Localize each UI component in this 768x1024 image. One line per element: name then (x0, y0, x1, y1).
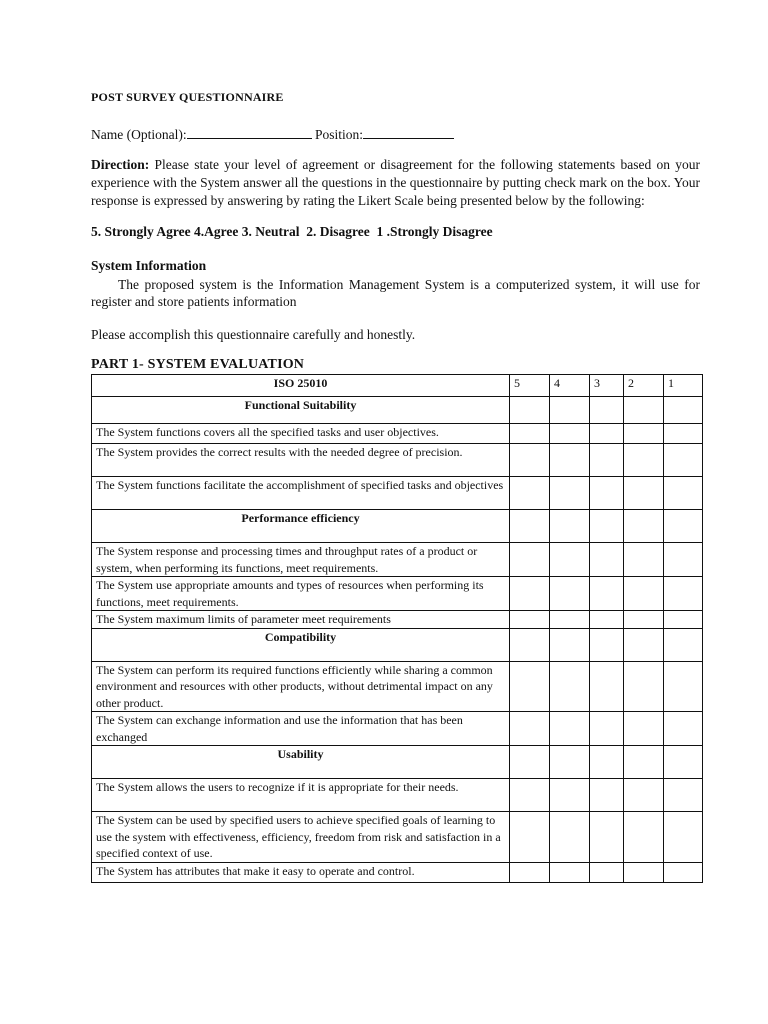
category-empty-cell (590, 397, 624, 424)
rating-checkbox-4[interactable] (550, 661, 590, 712)
evaluation-table (91, 374, 703, 883)
rating-checkbox-2[interactable] (624, 611, 664, 629)
statement-text: The System functions covers all the specified tasks and user objectives. (92, 424, 510, 444)
rating-checkbox-5[interactable] (510, 477, 550, 510)
category-empty-cell (624, 628, 664, 661)
table-row (92, 444, 703, 477)
rating-checkbox-4[interactable] (550, 712, 590, 746)
rating-checkbox-3[interactable] (590, 543, 624, 577)
category-empty-cell (510, 746, 550, 779)
rating-checkbox-2[interactable] (624, 424, 664, 444)
name-position-line (91, 124, 700, 144)
rating-checkbox-3[interactable] (590, 424, 624, 444)
rating-checkbox-1[interactable] (664, 862, 703, 882)
rating-checkbox-3[interactable] (590, 444, 624, 477)
statement-text: The System use appropriate amounts and types of resources when performing its functions, meet requirements. (92, 577, 510, 611)
table-row (92, 812, 703, 863)
rating-checkbox-1[interactable] (664, 779, 703, 812)
category-row (92, 628, 703, 661)
rating-checkbox-4[interactable] (550, 862, 590, 882)
rating-checkbox-4[interactable] (550, 444, 590, 477)
name-field[interactable] (187, 124, 312, 139)
statement-text: The System can be used by specified users to achieve specified goals of learning to use the system with effectiveness, efficiency, freedom from risk and satisfaction in a specified context of use. (92, 812, 510, 863)
rating-checkbox-1[interactable] (664, 424, 703, 444)
table-row (92, 779, 703, 812)
category-label: Usability (92, 746, 510, 779)
category-empty-cell (550, 746, 590, 779)
rating-header-2: 2 (624, 375, 664, 397)
category-empty-cell (510, 397, 550, 424)
table-row (92, 577, 703, 611)
statement-text: The System allows the users to recognize if it is appropriate for their needs. (92, 779, 510, 812)
system-info-heading: System Information (91, 258, 207, 273)
accomplish-instruction: Please accomplish this questionnaire carefully and honestly. (91, 327, 416, 342)
rating-checkbox-5[interactable] (510, 611, 550, 629)
table-row (92, 477, 703, 510)
rating-checkbox-2[interactable] (624, 444, 664, 477)
table-row (92, 862, 703, 882)
category-empty-cell (624, 510, 664, 543)
rating-checkbox-4[interactable] (550, 543, 590, 577)
rating-header-4: 4 (550, 375, 590, 397)
rating-checkbox-4[interactable] (550, 477, 590, 510)
rating-checkbox-3[interactable] (590, 577, 624, 611)
category-empty-cell (664, 397, 703, 424)
category-empty-cell (550, 628, 590, 661)
category-empty-cell (624, 397, 664, 424)
category-empty-cell (590, 628, 624, 661)
direction-text: Please state your level of agreement or disagreement for the following statements based on your experience with the System answer all the questions in the questionnaire by putting check mark on the box. Your response is expressed by answering by rating the Likert Scale being presented below by the following: (91, 157, 700, 208)
likert-scale-legend: 5. Strongly Agree 4.Agree 3. Neutral 2. Disagree 1 .Strongly Disagree (91, 224, 493, 239)
category-empty-cell (664, 628, 703, 661)
rating-checkbox-2[interactable] (624, 712, 664, 746)
rating-checkbox-5[interactable] (510, 424, 550, 444)
direction-paragraph (91, 156, 700, 210)
rating-header-5: 5 (510, 375, 550, 397)
rating-checkbox-1[interactable] (664, 812, 703, 863)
position-field[interactable] (363, 124, 454, 139)
category-empty-cell (664, 746, 703, 779)
category-label: Performance efficiency (92, 510, 510, 543)
category-empty-cell (510, 628, 550, 661)
statement-text: The System maximum limits of parameter meet requirements (92, 611, 510, 629)
table-row (92, 543, 703, 577)
rating-checkbox-2[interactable] (624, 812, 664, 863)
rating-checkbox-3[interactable] (590, 611, 624, 629)
statement-text: The System response and processing times and throughput rates of a product or system, when performing its functions, meet requirements. (92, 543, 510, 577)
rating-checkbox-1[interactable] (664, 712, 703, 746)
rating-checkbox-5[interactable] (510, 444, 550, 477)
rating-checkbox-1[interactable] (664, 661, 703, 712)
rating-header-3: 3 (590, 375, 624, 397)
rating-checkbox-5[interactable] (510, 812, 550, 863)
category-row (92, 746, 703, 779)
rating-header-1: 1 (664, 375, 703, 397)
table-row (92, 611, 703, 629)
rating-checkbox-5[interactable] (510, 712, 550, 746)
rating-checkbox-2[interactable] (624, 661, 664, 712)
rating-checkbox-4[interactable] (550, 779, 590, 812)
rating-checkbox-4[interactable] (550, 577, 590, 611)
questionnaire-page (91, 90, 700, 883)
table-row (92, 424, 703, 444)
statement-text: The System can exchange information and use the information that has been exchanged (92, 712, 510, 746)
system-info-text: The proposed system is the Information Management System is a computerized system, it will use for register and store patients information (91, 277, 700, 309)
rating-checkbox-4[interactable] (550, 812, 590, 863)
rating-checkbox-2[interactable] (624, 543, 664, 577)
rating-checkbox-3[interactable] (590, 477, 624, 510)
rating-checkbox-1[interactable] (664, 477, 703, 510)
rating-checkbox-5[interactable] (510, 862, 550, 882)
statement-text: The System functions facilitate the accomplishment of specified tasks and objectives (92, 477, 510, 510)
rating-checkbox-1[interactable] (664, 611, 703, 629)
rating-checkbox-2[interactable] (624, 862, 664, 882)
position-label: Position: (314, 127, 363, 142)
rating-checkbox-3[interactable] (590, 712, 624, 746)
statement-text: The System has attributes that make it easy to operate and control. (92, 862, 510, 882)
category-empty-cell (590, 510, 624, 543)
table-row (92, 712, 703, 746)
category-label: Compatibility (92, 628, 510, 661)
table-row (92, 661, 703, 712)
category-empty-cell (550, 510, 590, 543)
category-empty-cell (664, 510, 703, 543)
rating-checkbox-4[interactable] (550, 424, 590, 444)
category-row (92, 397, 703, 424)
part-title: PART 1- SYSTEM EVALUATION (91, 357, 305, 372)
rating-checkbox-3[interactable] (590, 661, 624, 712)
rating-checkbox-3[interactable] (590, 862, 624, 882)
rating-checkbox-3[interactable] (590, 779, 624, 812)
rating-checkbox-3[interactable] (590, 812, 624, 863)
statement-text: The System provides the correct results with the needed degree of precision. (92, 444, 510, 477)
statement-text: The System can perform its required functions efficiently while sharing a common environment and resources with other products, without detrimental impact on any other product. (92, 661, 510, 712)
rating-checkbox-1[interactable] (664, 577, 703, 611)
category-label: Functional Suitability (92, 397, 510, 424)
direction-label: Direction: (91, 157, 150, 172)
rating-checkbox-5[interactable] (510, 779, 550, 812)
category-empty-cell (510, 510, 550, 543)
rating-checkbox-2[interactable] (624, 779, 664, 812)
rating-checkbox-5[interactable] (510, 661, 550, 712)
rating-checkbox-2[interactable] (624, 477, 664, 510)
rating-checkbox-4[interactable] (550, 611, 590, 629)
rating-checkbox-1[interactable] (664, 444, 703, 477)
rating-checkbox-5[interactable] (510, 543, 550, 577)
rating-checkbox-5[interactable] (510, 577, 550, 611)
rating-checkbox-1[interactable] (664, 543, 703, 577)
rating-checkbox-2[interactable] (624, 577, 664, 611)
category-empty-cell (590, 746, 624, 779)
table-header-row (92, 375, 703, 397)
name-label: Name (Optional): (91, 127, 187, 142)
category-empty-cell (550, 397, 590, 424)
category-empty-cell (624, 746, 664, 779)
category-row (92, 510, 703, 543)
document-title: POST SURVEY QUESTIONNAIRE (91, 90, 284, 104)
iso-header: ISO 25010 (92, 375, 510, 397)
